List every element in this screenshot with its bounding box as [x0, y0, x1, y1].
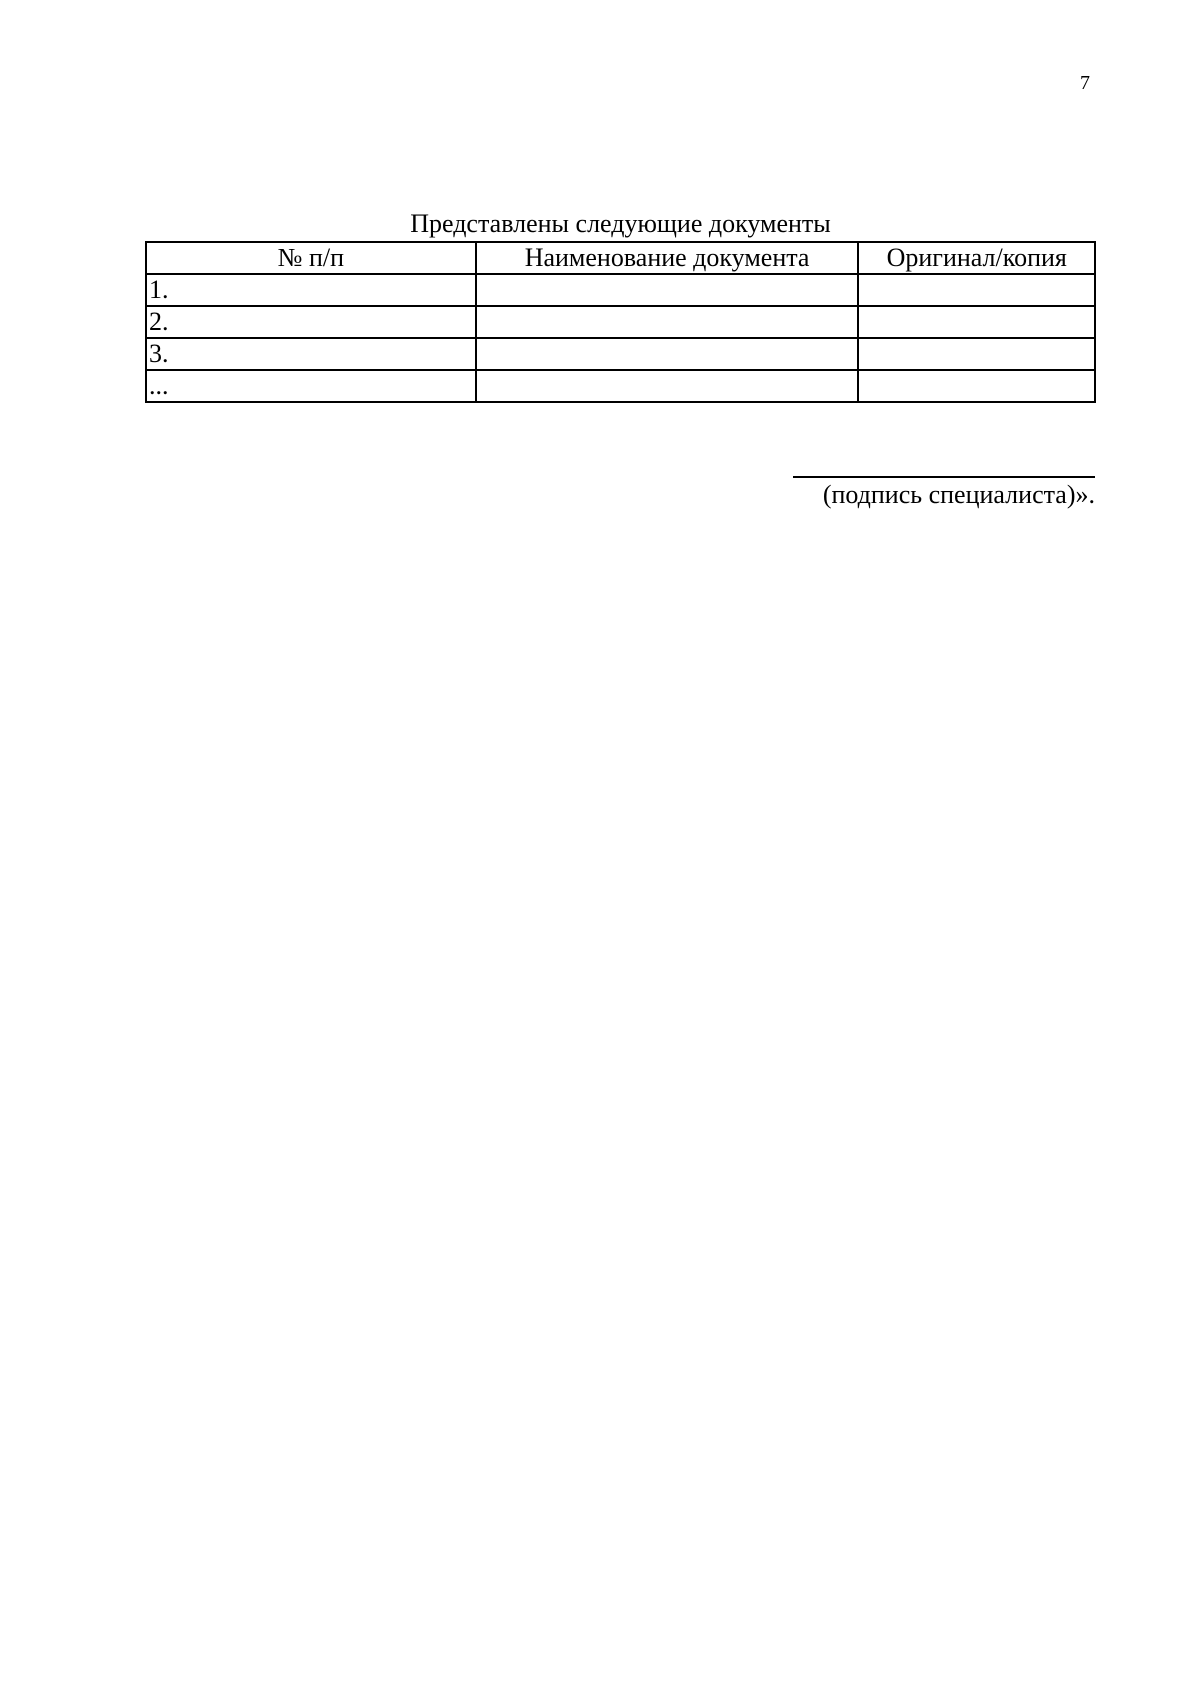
table-row	[146, 274, 1095, 306]
table-title: Представлены следующие документы	[410, 209, 831, 238]
row-number-cell: 1.	[146, 274, 476, 306]
header-document-name: Наименование документа	[476, 242, 859, 274]
original-copy-cell	[858, 306, 1095, 338]
table-header-row	[146, 242, 1095, 274]
row-number-cell: 3.	[146, 338, 476, 370]
header-original-copy: Оригинал/копия	[858, 242, 1095, 274]
document-name-cell	[476, 306, 859, 338]
table-row	[146, 306, 1095, 338]
document-name-cell	[476, 370, 859, 402]
table-row	[146, 338, 1095, 370]
document-name-cell	[476, 338, 859, 370]
original-copy-cell	[858, 274, 1095, 306]
original-copy-cell	[858, 370, 1095, 402]
document-name-cell	[476, 274, 859, 306]
documents-table	[145, 241, 1096, 403]
header-number: № п/п	[146, 242, 476, 274]
original-copy-cell	[858, 338, 1095, 370]
row-number-cell: ...	[146, 370, 476, 402]
table-row	[146, 370, 1095, 402]
signature-caption: (подпись специалиста)».	[822, 480, 1095, 509]
signature-line	[793, 476, 1095, 478]
row-number-cell: 2.	[146, 306, 476, 338]
page-number: 7	[1080, 72, 1090, 94]
